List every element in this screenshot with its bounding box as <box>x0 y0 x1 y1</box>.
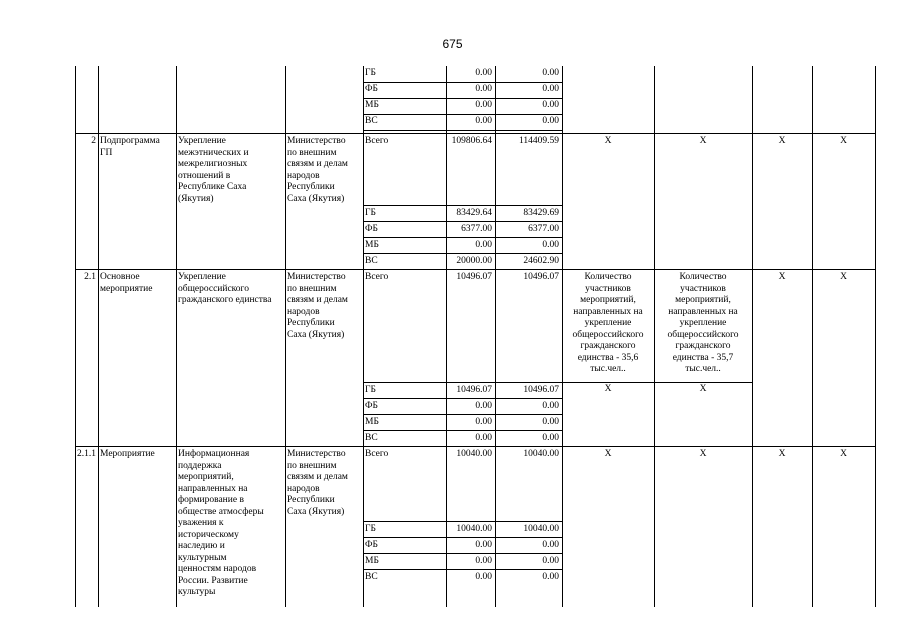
activity-title-line: мероприятий, <box>178 472 234 482</box>
activity-title-line: направленных на <box>178 483 248 494</box>
block-separator <box>75 446 876 447</box>
mark-x: X <box>778 136 786 146</box>
grid-hline <box>363 130 563 131</box>
executor-line: народов <box>287 306 320 317</box>
indicator-plan-line: гражданского <box>580 341 636 351</box>
block-separator <box>75 133 876 134</box>
source-label: ГБ <box>365 68 376 78</box>
grid-hline <box>363 382 563 383</box>
planned-value: 6377.00 <box>461 224 492 234</box>
activity-title-line: формирование в <box>178 495 244 505</box>
indicator-fact-line: X <box>699 449 707 459</box>
actual-value: 0.00 <box>542 556 559 566</box>
activity-title-line: общероссийского <box>178 283 249 294</box>
planned-value: 0.00 <box>475 100 492 110</box>
row-type: Подпрограмма <box>100 136 160 146</box>
executor-line: Министерство <box>287 272 346 282</box>
planned-value: 109806.64 <box>451 136 492 146</box>
mark-x: X <box>840 136 847 146</box>
grid-hline <box>363 398 563 399</box>
actual-value: 10040.00 <box>523 449 559 459</box>
executor-line: по внешним <box>287 283 337 294</box>
row-type: Мероприятие <box>100 449 155 459</box>
source-label: ВС <box>365 433 378 443</box>
source-label: ФБ <box>365 84 378 94</box>
actual-value: 24602.90 <box>523 256 559 266</box>
grid-hline <box>363 114 563 115</box>
source-label: ГБ <box>365 385 376 395</box>
executor-line: Саха (Якутия) <box>287 506 345 517</box>
actual-value: 0.00 <box>542 572 559 582</box>
activity-title-line: Укрепление <box>178 136 226 146</box>
actual-value: 83429.69 <box>523 208 559 218</box>
mark-x: X <box>699 384 707 394</box>
actual-value: 0.00 <box>542 100 559 110</box>
indicator-plan-line: тыс.чел.. <box>590 364 626 374</box>
grid-vline <box>98 66 99 607</box>
indicator-fact-line: Количество <box>679 272 727 282</box>
source-label: ФБ <box>365 401 378 411</box>
executor-line: Республики <box>287 182 335 192</box>
source-label: МБ <box>365 417 379 427</box>
activity-title-line: поддержка <box>178 460 222 471</box>
grid-vline <box>285 66 286 607</box>
actual-value: 114409.59 <box>518 136 559 146</box>
source-label: МБ <box>365 100 379 110</box>
grid-hline <box>363 569 563 570</box>
activity-title-line: наследию и <box>178 541 225 551</box>
grid-vline <box>363 66 364 607</box>
executor-line: связям и делам <box>287 295 348 305</box>
indicator-fact-line: гражданского <box>675 341 731 351</box>
executor-line: Саха (Якутия) <box>287 193 345 204</box>
source-label: ГБ <box>365 524 376 534</box>
grid-hline <box>562 382 753 383</box>
planned-value: 0.00 <box>475 540 492 550</box>
activity-title-line: Республике Саха <box>178 182 247 192</box>
actual-value: 10496.07 <box>523 272 559 282</box>
row-number: 2.1.1 <box>77 449 96 459</box>
source-label: Всего <box>365 272 389 282</box>
indicator-plan-line: Количество <box>584 272 632 282</box>
planned-value: 0.00 <box>475 240 492 250</box>
planned-value: 0.00 <box>475 401 492 411</box>
grid-hline <box>363 553 563 554</box>
indicator-fact-line: общероссийского <box>667 329 739 340</box>
activity-title-line: (Якутия) <box>178 193 214 204</box>
planned-value: 10496.07 <box>456 272 492 282</box>
mark-x: X <box>778 449 786 459</box>
mark-x: X <box>604 384 612 394</box>
actual-value: 6377.00 <box>528 224 559 234</box>
activity-title-line: России. Развитие <box>178 575 248 586</box>
executor-line: связям и делам <box>287 472 348 482</box>
source-label: Всего <box>365 136 389 146</box>
indicator-plan-line: X <box>604 136 612 146</box>
row-number: 2.1 <box>84 272 96 282</box>
grid-hline <box>363 521 563 522</box>
grid-hline <box>363 253 563 254</box>
mark-x: X <box>778 272 786 282</box>
actual-value: 0.00 <box>542 240 559 250</box>
indicator-fact-line: единства - 35,7 <box>672 352 734 363</box>
row-type: Основное <box>100 272 140 282</box>
executor-line: связям и делам <box>287 159 348 169</box>
grid-hline <box>363 221 563 222</box>
grid-hline <box>363 237 563 238</box>
indicator-plan-line: мероприятий, <box>580 295 636 305</box>
source-label: ВС <box>365 116 378 126</box>
grid-hline <box>363 537 563 538</box>
planned-value: 0.00 <box>475 556 492 566</box>
mark-x: X <box>840 449 847 459</box>
planned-value: 83429.64 <box>456 208 492 218</box>
indicator-fact-line: тыс.чел.. <box>685 364 721 374</box>
executor-line: Республики <box>287 318 335 328</box>
executor-line: по внешним <box>287 147 337 158</box>
executor-line: Министерство <box>287 449 346 459</box>
grid-hline <box>363 82 563 83</box>
indicator-fact-line: X <box>699 136 707 146</box>
actual-value: 0.00 <box>542 116 559 126</box>
planned-value: 0.00 <box>475 68 492 78</box>
indicator-fact-line: направленных на <box>668 306 738 317</box>
indicator-plan-line: X <box>604 449 612 459</box>
executor-line: Министерство <box>287 136 346 146</box>
activity-title-line: культуры <box>178 587 216 597</box>
executor-line: народов <box>287 170 320 181</box>
source-label: ФБ <box>365 540 378 550</box>
activity-title-line: межэтнических и <box>178 147 249 158</box>
planned-value: 0.00 <box>475 417 492 427</box>
grid-vline <box>875 66 876 607</box>
row-number: 2 <box>91 136 96 146</box>
source-label: МБ <box>365 240 379 250</box>
indicator-plan-line: укрепление <box>584 318 632 328</box>
planned-value: 20000.00 <box>456 256 492 266</box>
actual-value: 10040.00 <box>523 524 559 534</box>
executor-line: Республики <box>287 495 335 505</box>
planned-value: 10040.00 <box>456 524 492 534</box>
actual-value: 0.00 <box>542 417 559 427</box>
actual-value: 0.00 <box>542 401 559 411</box>
indicator-plan-line: общероссийского <box>572 329 644 340</box>
indicator-plan-line: единства - 35,6 <box>577 352 639 363</box>
actual-value: 0.00 <box>542 68 559 78</box>
activity-title-line: уважения к <box>178 518 224 528</box>
activity-title-line: гражданского единства <box>178 295 272 305</box>
indicator-fact-line: мероприятий, <box>675 295 731 305</box>
source-label: Всего <box>365 449 389 459</box>
actual-value: 0.00 <box>542 540 559 550</box>
block-separator <box>75 269 876 270</box>
indicator-plan-line: участников <box>585 283 631 294</box>
mark-x: X <box>840 272 847 282</box>
indicator-fact-line: участников <box>680 283 726 294</box>
grid-hline <box>363 98 563 99</box>
executor-line: по внешним <box>287 460 337 471</box>
grid-hline <box>363 430 563 431</box>
planned-value: 0.00 <box>475 84 492 94</box>
source-label: ВС <box>365 572 378 582</box>
grid-hline <box>363 414 563 415</box>
planned-value: 0.00 <box>475 433 492 443</box>
source-label: ГБ <box>365 208 376 218</box>
activity-title-line: обществе атмосферы <box>178 506 264 517</box>
planned-value: 0.00 <box>475 572 492 582</box>
actual-value: 0.00 <box>542 84 559 94</box>
planned-value: 0.00 <box>475 116 492 126</box>
actual-value: 10496.07 <box>523 385 559 395</box>
indicator-fact-line: укрепление <box>679 318 727 328</box>
activity-title-line: культурным <box>178 552 227 563</box>
planned-value: 10496.07 <box>456 385 492 395</box>
row-type: мероприятие <box>100 283 153 294</box>
activity-title-line: Укрепление <box>178 272 226 282</box>
executor-line: Саха (Якутия) <box>287 329 345 340</box>
source-label: МБ <box>365 556 379 566</box>
page-number: 675 <box>442 37 463 51</box>
executor-line: народов <box>287 483 320 494</box>
activity-title-line: отношений в <box>178 170 231 181</box>
row-type: ГП <box>100 147 113 158</box>
indicator-plan-line: направленных на <box>573 306 643 317</box>
grid-vline <box>176 66 177 607</box>
activity-title-line: историческому <box>178 529 239 540</box>
source-label: ФБ <box>365 224 378 234</box>
grid-hline <box>363 205 563 206</box>
activity-title-line: Информационная <box>178 449 250 459</box>
actual-value: 0.00 <box>542 433 559 443</box>
activity-title-line: ценностям народов <box>178 564 257 574</box>
activity-title-line: межрелигиозных <box>178 159 248 169</box>
source-label: ВС <box>365 256 378 266</box>
planned-value: 10040.00 <box>456 449 492 459</box>
